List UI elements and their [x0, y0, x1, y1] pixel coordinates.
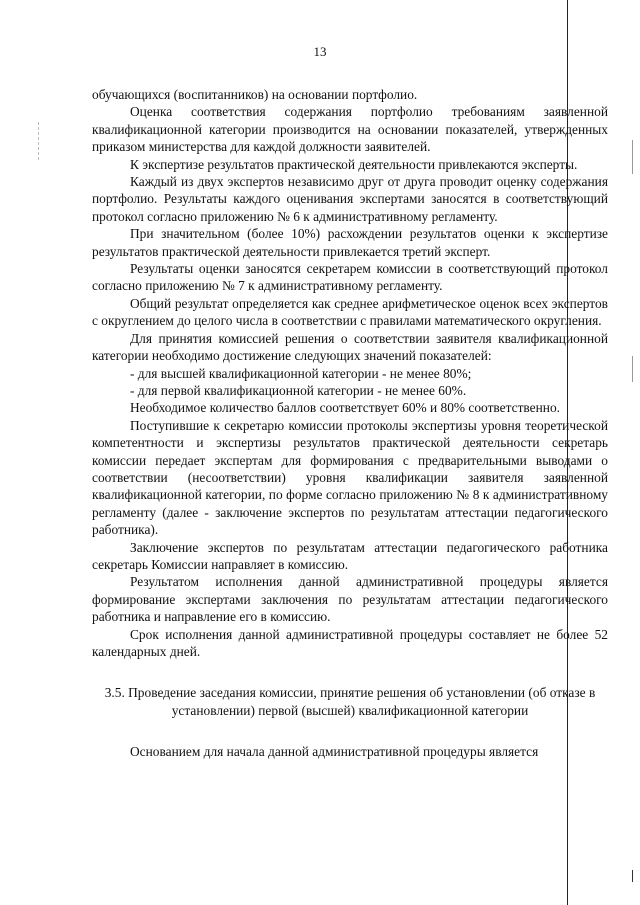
paragraph: Результаты оценки заносятся секретарем комиссии в соответствующий протокол согласно приложению № 7 к административному регламенту. [92, 261, 608, 294]
paragraph: Срок исполнения данной административной процедуры составляет не более 52 календарных дней. [92, 626, 608, 659]
paragraph: обучающихся (воспитанников) на основании портфолио. [92, 87, 418, 102]
right-margin-mark [632, 356, 633, 382]
left-margin-mark [38, 122, 40, 160]
document-body [92, 86, 608, 761]
list-item: - для высшей квалификационной категории - не менее 80%; [130, 365, 472, 381]
paragraph: Заключение экспертов по результатам аттестации педагогического работника секретарь Комиссии направляет в комиссию. [92, 539, 608, 572]
section-heading: 3.5. Проведение заседания комиссии, принятие решения об установлении (об отказе в установлении) первой (высшей) квалификационной категории [104, 685, 596, 718]
paragraph: Оценка соответствия содержания портфолио требованиям заявленной квалификационной категории производится на основании показателей, утвержденных приказом министерства для каждой должности заявителей. [92, 104, 608, 155]
paragraph: Каждый из двух экспертов независимо друг от друга проводит оценку содержания портфолио. Результаты каждого оценивания экспертами заносятся в соответствующий протокол согласно приложению № 6 к административному регламенту. [92, 174, 608, 224]
paragraph: При значительном (более 10%) расхождении результатов оценки к экспертизе результатов практической деятельности привлекается третий эксперт. [92, 226, 608, 259]
paragraph: Результатом исполнения данной административной процедуры является формирование экспертами заключения по результатам аттестации педагогического работника и направление его в комиссию. [92, 574, 608, 625]
paragraph: К экспертизе результатов практической деятельности привлекаются эксперты. [130, 156, 578, 172]
paragraph: Общий результат определяется как среднее арифметическое оценок всех экспертов с округлением до целого числа в соответствии с правилами математического округления. [92, 295, 608, 329]
paragraph: Поступившие к секретарю комиссии протоколы экспертизы уровня теоретической компетентности и экспертизы результатов практической деятельности секретарь комиссии передает экспертам для формирования с предварительными выводами о соответствии (несоответствии) уровня квалификации заявителя заявленной квалификационной категории, по форме согласно приложению № 8 к административному регламенту (далее - заключение экспертов по результатам аттестации педагогического работника). [92, 417, 608, 538]
page-number: 13 [313, 44, 327, 59]
list-item: - для первой квалификационной категории - не менее 60%. [130, 382, 467, 398]
right-margin-mark [632, 140, 633, 174]
paragraph: Для принятия комиссией решения о соответствии заявителя квалификационной категории необходимо достижение следующих значений показателей: [92, 330, 608, 364]
right-margin-mark [632, 870, 633, 882]
paragraph: Необходимое количество баллов соответствует 60% и 80% соответственно. [130, 400, 560, 416]
paragraph: Основанием для начала данной административной процедуры является [130, 744, 539, 760]
